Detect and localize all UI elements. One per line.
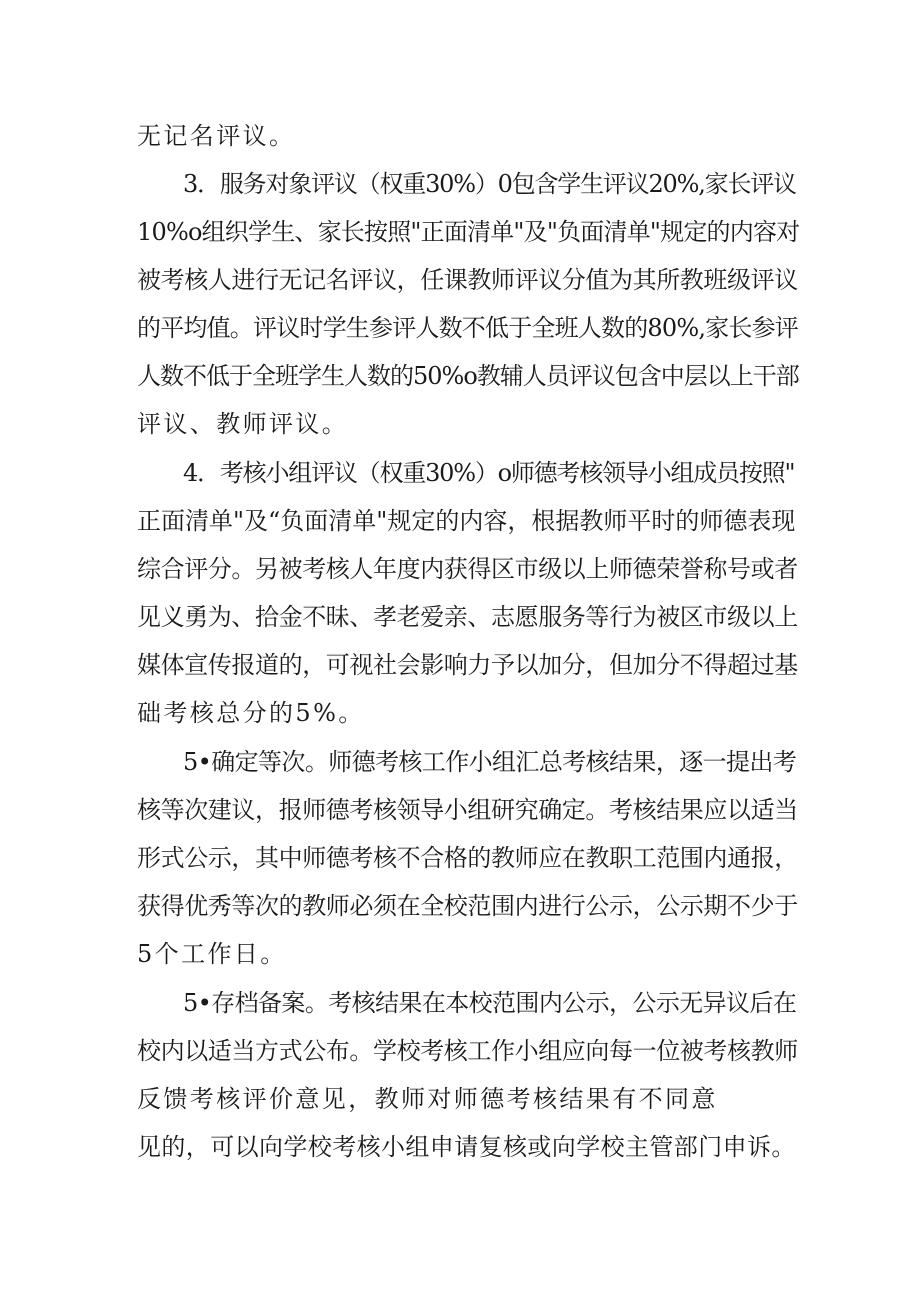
paragraph-line: 无记名评议。 [137,122,296,150]
paragraph-line: 评议、教师评议。 [137,410,349,438]
paragraph-line: 5•确定等次。师德考核工作小组汇总考核结果，逐一提出考 [183,748,797,776]
paragraph-line: 形式公示，其中师德考核不合格的教师应在教职工范围内通报， [137,844,798,872]
paragraph-line: 人数不低于全班学生人数的50%o教辅人员评议包含中层以上干部 [137,362,799,390]
paragraph-line: 获得优秀等次的教师必须在全校范围内进行公示，公示期不少于 [137,892,798,920]
paragraph-line: 10%o组织学生、家长按照"正面清单"及"负面清单"规定的内容对 [137,218,800,246]
paragraph-line: 见义勇为、拾金不昧、孝老爱亲、志愿服务等行为被区市级以上 [137,603,798,631]
paragraph-line: 5•存档备案。考核结果在本校范围内公示，公示无异议后在 [183,989,797,1017]
paragraph-line: 3．服务对象评议（权重30%）0包含学生评议20%,家长评议 [183,170,796,198]
paragraph-line: 反馈考核评价意见，教师对师德考核结果有不同意 [137,1085,718,1113]
paragraph-line: 媒体宣传报道的，可视社会影响力予以加分，但加分不得超过基 [137,651,798,679]
paragraph-line: 见的，可以向学校考核小组申请复核或向学校主管部门申诉。 [137,1133,796,1161]
paragraph-line: 4．考核小组评议（权重30%）o师德考核领导小组成员按照" [183,459,795,487]
paragraph-line: 被考核人进行无记名评议，任课教师评议分值为其所教班级评议 [137,266,798,294]
paragraph-line: 的平均值。评议时学生参评人数不低于全班人数的80%,家长参评 [137,314,798,342]
paragraph-line: 础考核总分的5%。 [137,699,365,727]
paragraph-line: 综合评分。另被考核人年度内获得区市级以上师德荣誉称号或者 [137,555,798,583]
paragraph-line: 核等次建议，报师德考核领导小组研究确定。考核结果应以适当 [137,796,798,824]
paragraph-line: 校内以适当方式公布。学校考核工作小组应向每一位被考核教师 [137,1037,798,1065]
paragraph-line: 5个工作日。 [137,940,287,968]
paragraph-line: 正面清单"及“负面清单"规定的内容，根据教师平时的师德表现 [137,507,796,535]
